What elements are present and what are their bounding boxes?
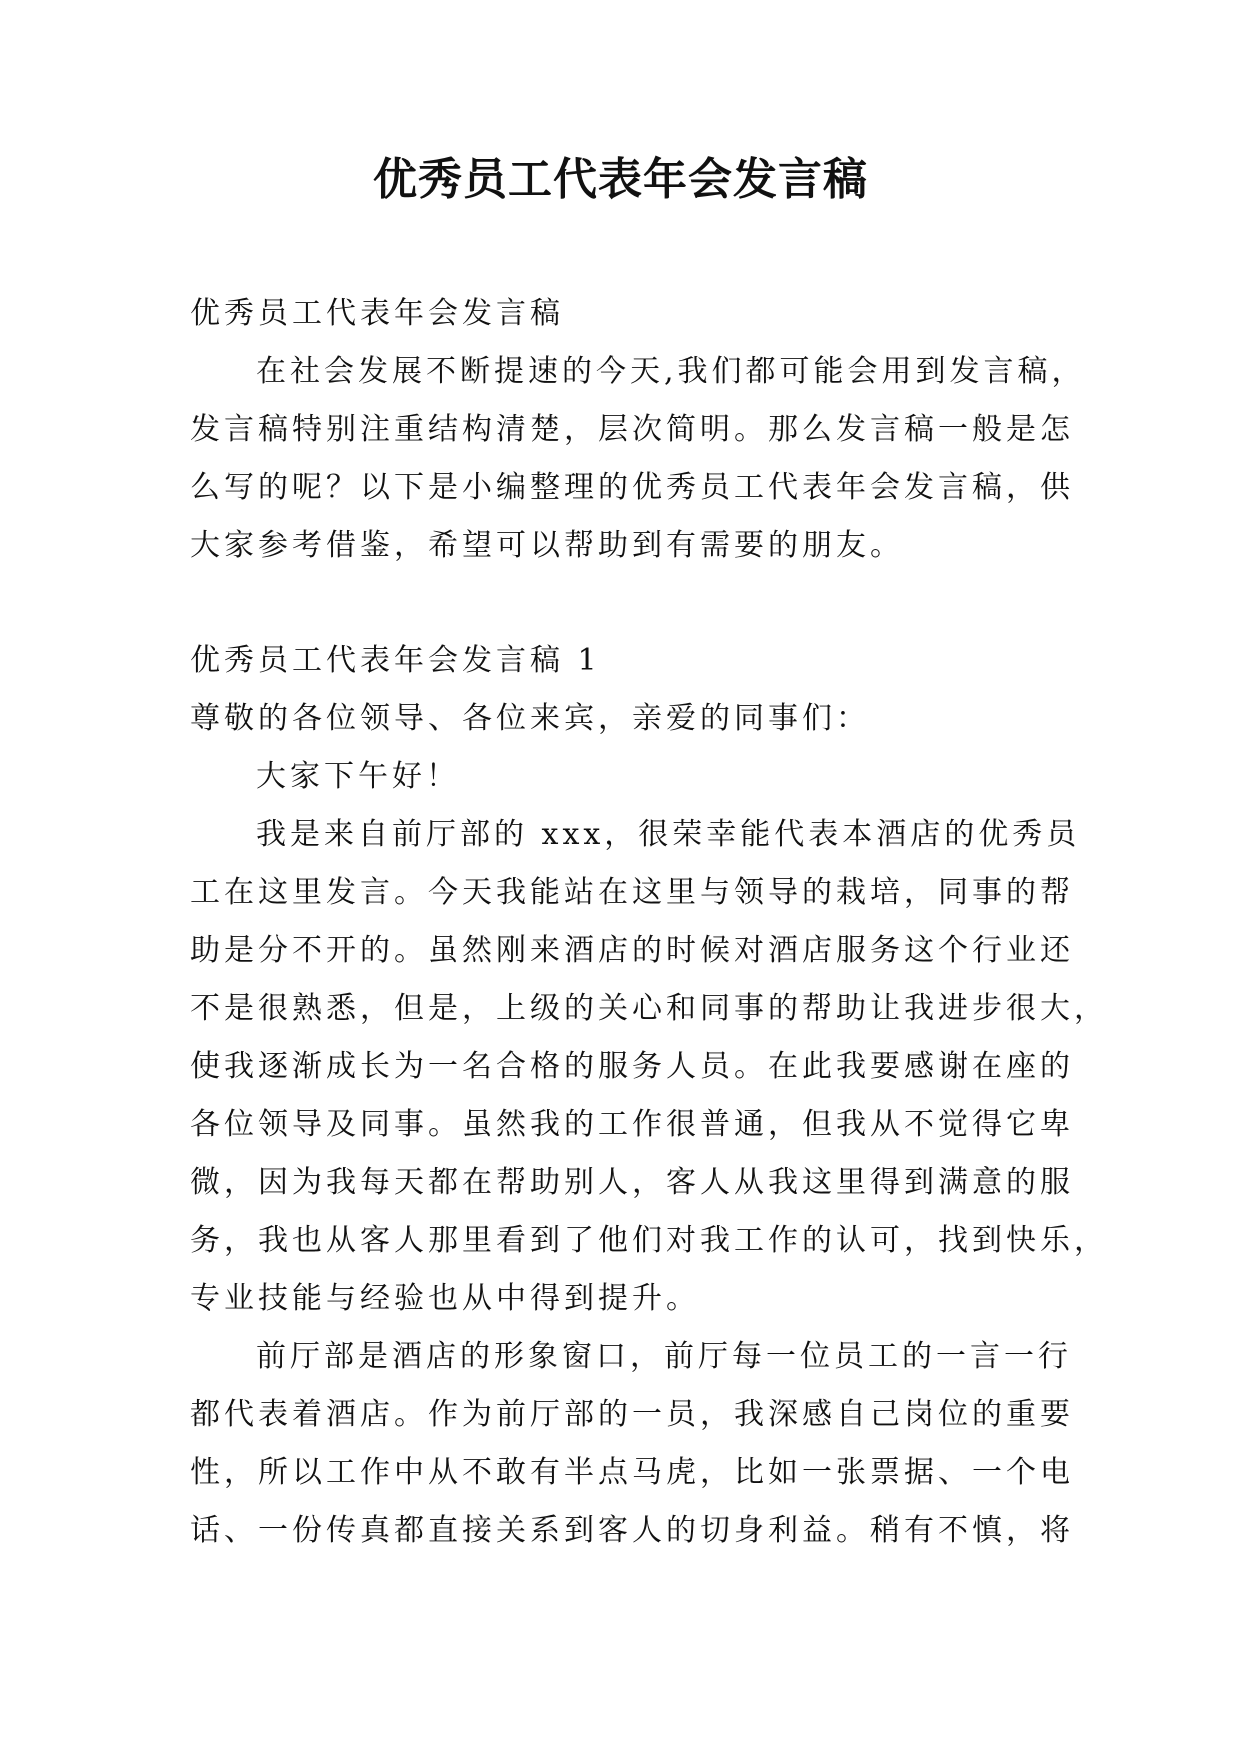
intro-block: [190, 285, 1086, 575]
paragraph-line: 前厅部是酒店的形象窗口，前厅每一位员工的一言一行: [256, 1339, 1072, 1374]
intro-line: 在社会发展不断提速的今天,我们都可能会用到发言稿，: [256, 354, 1086, 389]
section-heading: 优秀员工代表年会发言稿 1: [190, 643, 601, 678]
paragraph-line: 各位领导及同事。虽然我的工作很普通，但我从不觉得它卑: [190, 1107, 1074, 1142]
paragraph-line: 性，所以工作中从不敢有半点马虎，比如一张票据、一个电: [190, 1455, 1074, 1490]
document-title: 优秀员工代表年会发言稿: [373, 154, 868, 205]
intro-line: 大家参考借鉴，希望可以帮助到有需要的朋友。: [190, 528, 904, 563]
intro-line: 发言稿特别注重结构清楚，层次简明。那么发言稿一般是怎: [190, 412, 1074, 447]
paragraph-line: 务，我也从客人那里看到了他们对我工作的认可，找到快乐，: [190, 1223, 1108, 1258]
paragraph-line: 我是来自前厅部的 xxx，很荣幸能代表本酒店的优秀员: [256, 817, 1081, 852]
subtitle: 优秀员工代表年会发言稿: [190, 296, 564, 331]
paragraph-line: 不是很熟悉，但是，上级的关心和同事的帮助让我进步很大，: [190, 991, 1108, 1026]
paragraph-line: 话、一份传真都直接关系到客人的切身利益。稍有不慎，将: [190, 1513, 1074, 1548]
paragraph-line: 微，因为我每天都在帮助别人，客人从我这里得到满意的服: [190, 1165, 1074, 1200]
paragraph-line: 专业技能与经验也从中得到提升。: [190, 1281, 700, 1316]
paragraph-line: 都代表着酒店。作为前厅部的一员，我深感自己岗位的重要: [190, 1397, 1074, 1432]
paragraph-line: 使我逐渐成长为一名合格的服务人员。在此我要感谢在座的: [190, 1049, 1074, 1084]
paragraph-line: 助是分不开的。虽然刚来酒店的时候对酒店服务这个行业还: [190, 933, 1074, 968]
paragraph-line: 工在这里发言。今天我能站在这里与领导的栽培，同事的帮: [190, 875, 1074, 910]
intro-line: 么写的呢？以下是小编整理的优秀员工代表年会发言稿，供: [190, 470, 1074, 505]
salutation: 尊敬的各位领导、各位来宾，亲爱的同事们：: [190, 701, 870, 736]
greeting: 大家下午好！: [256, 759, 460, 794]
speech-block: [190, 632, 1108, 1560]
